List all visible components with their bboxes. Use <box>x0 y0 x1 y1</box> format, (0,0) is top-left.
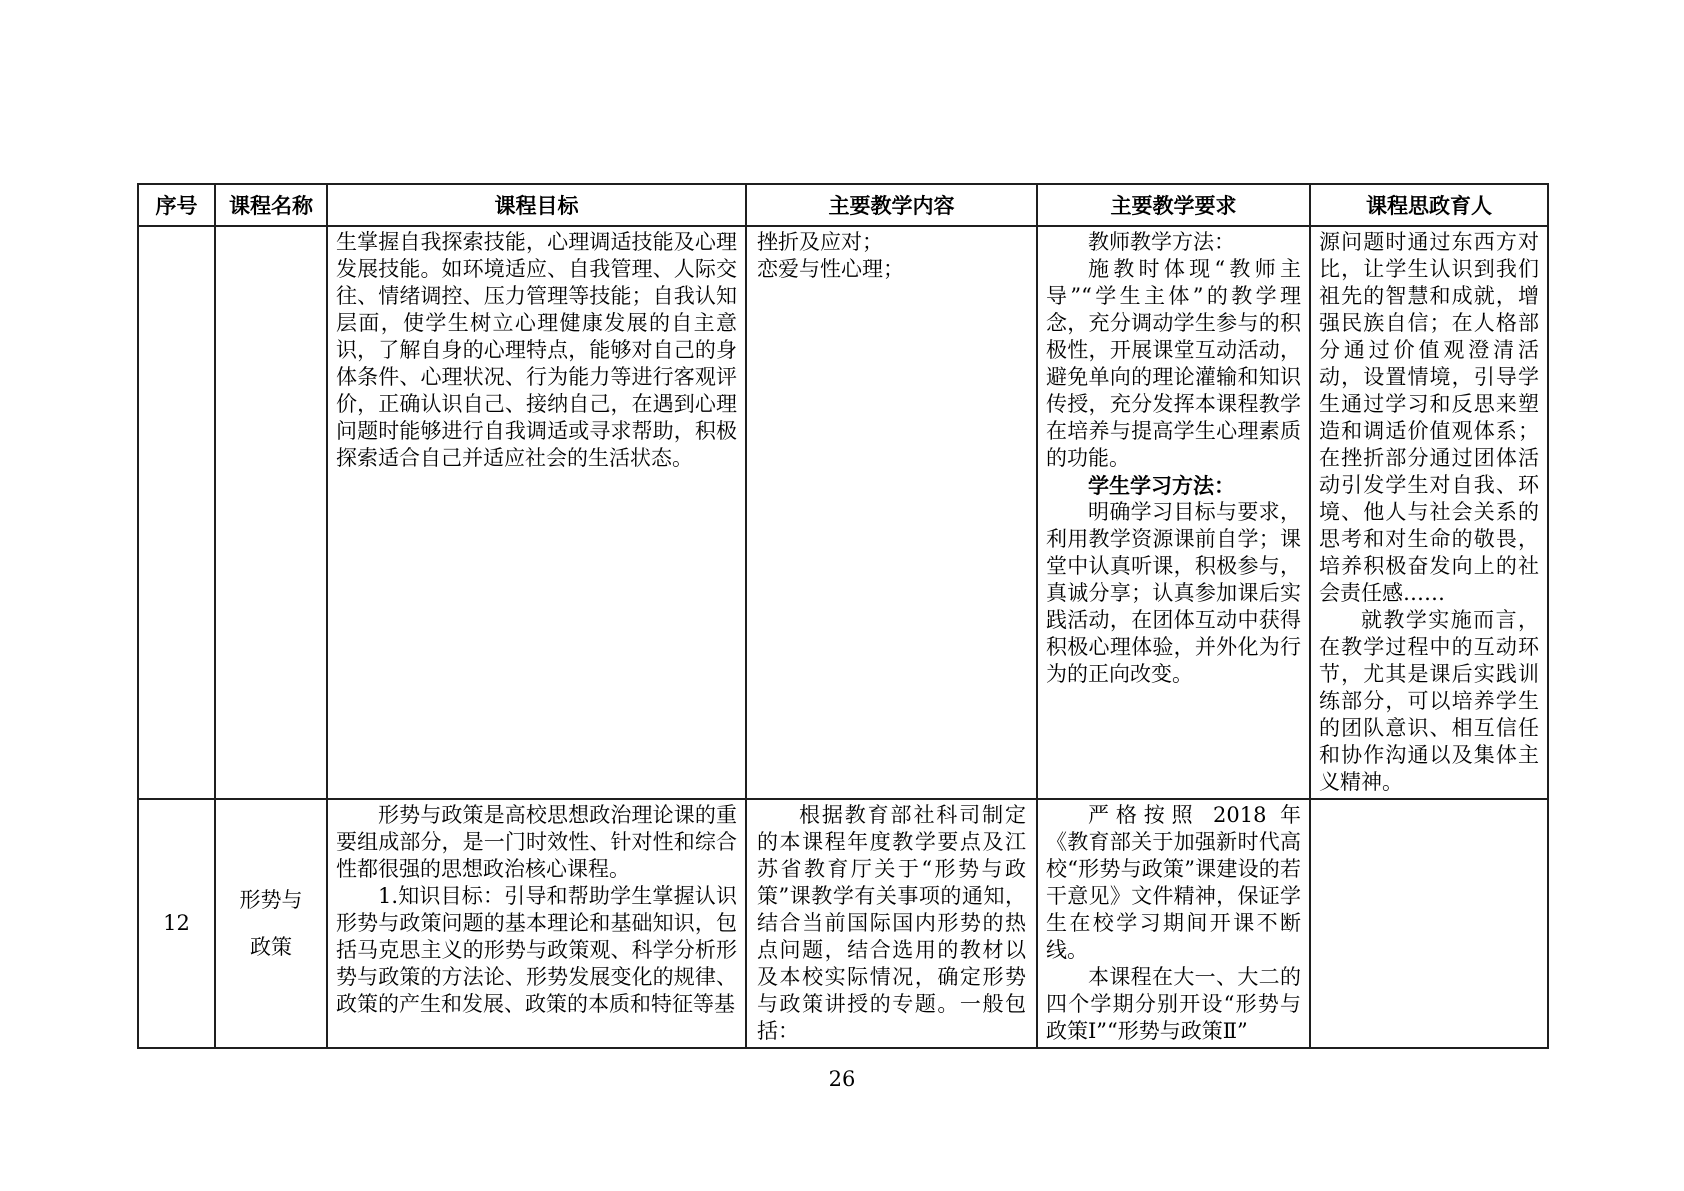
ideology-paragraph: 就教学实施而言，在教学过程中的互动环节，尤其是课后实践训练部分，可以培养学生的团队意识、相互信任和协作沟通以及集体主义精神。 <box>1319 608 1539 794</box>
table-row-psychology-continued <box>138 226 1548 799</box>
cell-seq-row2: 12 <box>138 799 215 1048</box>
table-header-row <box>138 184 1548 226</box>
column-header-requirements: 主要教学要求 <box>1037 184 1310 226</box>
ideology-paragraph: 源问题时通过东西方对比，让学生认识到我们祖先的智慧和成就，增强民族自信；在人格部分通过价值观澄清活动，设置情境，引导学生通过学习和反思来塑造和调适价值观体系；在挫折部分通过团体活动引发学生对自我、环境、他人与社会关系的思考和对生命的敬畏，培养积极奋发向上的社会责任感…… <box>1319 230 1539 605</box>
column-header-objectives: 课程目标 <box>327 184 746 226</box>
requirements-paragraph: 施教时体现“教师主导”“学生主体”的教学理念，充分调动学生参与的积极性，开展课堂互动活动，避免单向的理论灌输和知识传授，充分发挥本课程教学在培养与提高学生心理素质的功能。 <box>1046 257 1301 470</box>
cell-teaching-requirements-row2 <box>1037 799 1310 1048</box>
cell-teaching-requirements-row1 <box>1037 226 1310 799</box>
syllabus-table-container <box>137 183 1549 1049</box>
cell-ideology-row2 <box>1310 799 1548 1048</box>
table-row-situation-policy <box>138 799 1548 1048</box>
content-line: 恋爱与性心理； <box>757 257 904 281</box>
cell-course-name-row1 <box>215 226 327 799</box>
column-header-ideology: 课程思政育人 <box>1310 184 1548 226</box>
objectives-paragraph: 生掌握自我探索技能，心理调适技能及心理发展技能。如环境适应、自我管理、人际交往、情绪调控、压力管理等技能；自我认知层面，使学生树立心理健康发展的自主意识，了解自身的心理特点，能够对自己的身体条件、心理状况、行为能力等进行客观评价，正确认识自己、接纳自己，在遇到心理问题时能够进行自我调适或寻求帮助，积极探索适合自己并适应社会的生活状态。 <box>336 230 737 470</box>
cell-seq-row1 <box>138 226 215 799</box>
requirements-heading-student: 学生学习方法： <box>1088 473 1235 498</box>
requirements-heading-teacher: 教师教学方法： <box>1088 230 1235 254</box>
course-syllabus-table <box>137 183 1549 1049</box>
requirements-paragraph: 严格按照 2018 年《教育部关于加强新时代高校“形势与政策”课建设的若干意见》文件精神，保证学生在校学习期间开课不断线。 <box>1046 803 1301 962</box>
cell-objectives-row2 <box>327 799 746 1048</box>
page-number: 26 <box>828 1067 856 1091</box>
course-name-line: 形势与 <box>239 887 303 912</box>
cell-ideology-row1 <box>1310 226 1548 799</box>
column-header-content: 主要教学内容 <box>746 184 1037 226</box>
objectives-paragraph: 形势与政策是高校思想政治理论课的重要组成部分，是一门时效性、针对性和综合性都很强的思想政治核心课程。 <box>336 803 737 881</box>
cell-teaching-content-row1 <box>746 226 1037 799</box>
content-line: 挫折及应对； <box>757 230 883 254</box>
requirements-paragraph: 本课程在大一、大二的四个学期分别开设“形势与政策Ⅰ”“形势与政策Ⅱ” <box>1046 965 1301 1043</box>
requirements-paragraph: 明确学习目标与要求，利用教学资源课前自学；课堂中认真听课，积极参与，真诚分享；认真参加课后实践活动，在团体互动中获得积极心理体验，并外化为行为的正向改变。 <box>1046 500 1301 686</box>
objectives-paragraph: 1.知识目标：引导和帮助学生掌握认识形势与政策问题的基本理论和基础知识，包括马克思主义的形势与政策观、科学分析形势与政策的方法论、形势发展变化的规律、政策的产生和发展、政策的本质和特征等基 <box>336 884 737 1016</box>
course-name-line: 政策 <box>250 934 292 959</box>
column-header-course-name: 课程名称 <box>215 184 327 226</box>
content-paragraph: 根据教育部社科司制定的本课程年度教学要点及江苏省教育厅关于“形势与政策”课教学有关事项的通知，结合当前国际国内形势的热点问题，结合选用的教材以及本校实际情况，确定形势与政策讲授的专题。一般包括： <box>757 803 1026 1043</box>
cell-course-name-row2 <box>215 799 327 1048</box>
column-header-seq: 序号 <box>138 184 215 226</box>
cell-teaching-content-row2 <box>746 799 1037 1048</box>
cell-objectives-row1 <box>327 226 746 799</box>
